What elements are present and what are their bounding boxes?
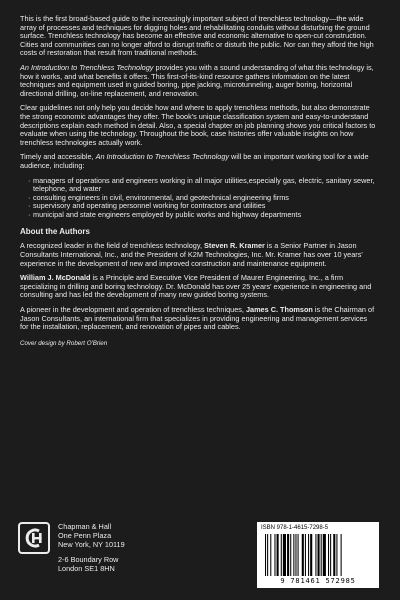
- audience-list: [20, 177, 376, 220]
- intro-paragraph-4: Timely and accessible, An Introduction to Trenchless Technology will be an important working tool for a wide audience, including:: [20, 152, 369, 170]
- bullet-icon: ·: [28, 201, 31, 211]
- bullet-icon: ·: [28, 192, 31, 202]
- publisher-address-line: London SE1 8HN: [58, 564, 115, 573]
- intro-paragraph-1: This is the first broad-based guide to the increasingly important subject of trenchless technology—the wide array of processes and techniques for digging holes and rehabilitating conduits without disturbing the ground surface. Trenchless technology has become an effective and economic alternative to open-cut construction. Cities and communities can no longer afford to disrupt traffic or disturb the public. Nor can they afford the high costs of restoration that result from traditional methods.: [20, 14, 374, 58]
- publisher-name: Chapman & Hall: [58, 522, 112, 531]
- publisher-address-line: One Penn Plaza: [58, 531, 112, 540]
- ean-number: 9 781461 572985: [280, 577, 356, 585]
- cover-credit: Cover design by Robert O'Brien: [20, 339, 108, 347]
- publisher-address-line: 2-6 Boundary Row: [58, 555, 119, 564]
- back-cover-text: [20, 15, 376, 347]
- intro-paragraph-2: An Introduction to Trenchless Technology provides you with a sound understanding of what this technology is, how it works, and what benefits it offers. This first-of-its-kind resource gathers information on the latest techniques and equipment used in guided boring, pipe jacking, microtunneling, auger boring, horizontal directional drilling, on-line replacement, and renovation.: [20, 62, 374, 98]
- list-item: · consulting engineers in civil, environmental, and geotechnical engineering firms: [28, 192, 289, 202]
- list-item: · municipal and state engineers employed by public works and highway departments: [28, 209, 302, 219]
- bullet-icon: ·: [28, 175, 31, 185]
- book-title: An Introduction to Trenchless Technology: [95, 152, 230, 162]
- barcode-panel: [257, 522, 379, 588]
- bullet-icon: ·: [28, 209, 31, 219]
- authors-heading: About the Authors: [20, 227, 90, 237]
- publisher-address-line: New York, NY 10119: [58, 540, 125, 549]
- author-thomson: A pioneer in the development and operation of trenchless techniques, James C. Thomson is the Chairman of Jason Consultants, an international firm that specializes in providing engineering and management services for the installation, replacement, and renovation of pipes and cables.: [20, 305, 375, 332]
- publisher-block: [18, 522, 178, 584]
- list-item: · managers of operations and engineers working in all major utilities,especially gas, electric, sanitary sewer, telephone, and water: [28, 175, 375, 194]
- barcode-icon: [265, 534, 371, 576]
- isbn-label: ISBN 978-1-4615-7298-5: [261, 525, 329, 531]
- list-item: · supervisory and operating personnel working for contractors and utilities: [28, 201, 266, 211]
- ch-logo-icon: [18, 522, 50, 554]
- author-mcdonald: William J. McDonald is a Principle and Executive Vice President of Maurer Engineering, Inc., a firm specializing in drilling and boring technology. Dr. McDonald has over 25 years' experience in engineering and consulting and has led the development of many new guided boring systems.: [20, 273, 372, 300]
- book-title: An Introduction to Trenchless Technology: [20, 62, 154, 72]
- intro-paragraph-3: Clear guidelines not only help you decide how and where to apply trenchless methods, but also demonstrate the strong economic advantages they offer. The book's unique classification system and easy-to-understand descriptions explain each method in detail. Also, a special chapter on job planning shows you critical factors to evaluate when using the technology. Throughout the book, case histories offer valuable insights on how trenchless technologies actually work.: [20, 103, 376, 147]
- author-kramer: A recognized leader in the field of trenchless technology, Steven R. Kramer is a Senior Partner in Jason Consultants International, Inc., and the President of K2M Technologies, Inc. Mr. Kramer has over 10 years' experience in the development of new and improved construction and maintenance equipment.: [20, 241, 363, 268]
